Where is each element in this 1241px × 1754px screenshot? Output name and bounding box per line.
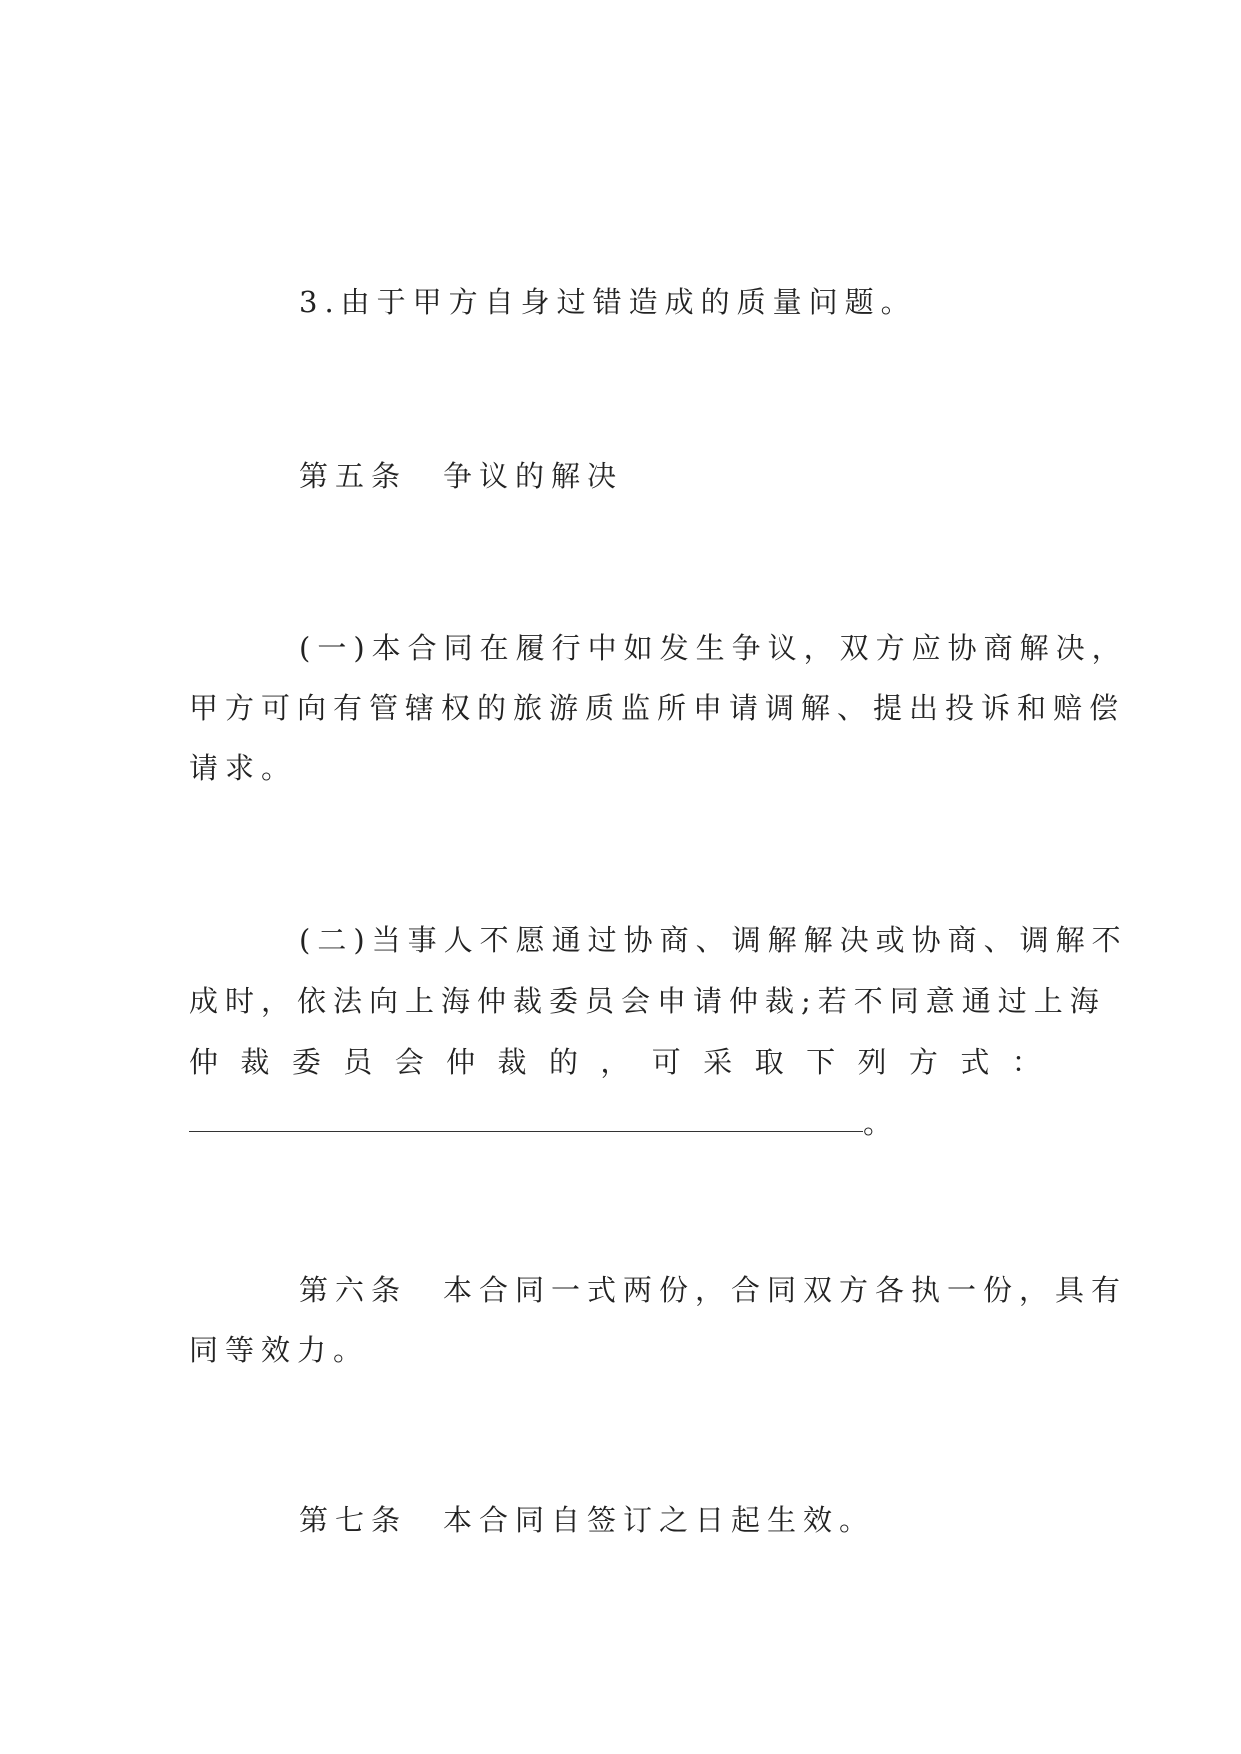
paragraph-1-line-3: 请求。 [189, 751, 298, 785]
paragraph-1-line-2: 甲方可向有管辖权的旅游质监所申请调解、提出投诉和赔偿 [189, 691, 1126, 725]
fill-in-blank-row [189, 1103, 893, 1143]
article-5-heading: 第五条 争议的解决 [299, 459, 624, 493]
char: 方 [908, 1045, 938, 1079]
char: 裁 [240, 1045, 270, 1079]
char: 采 [703, 1045, 733, 1079]
article-6-line-2: 同等效力。 [189, 1333, 370, 1367]
char: 仲 [446, 1045, 476, 1079]
paragraph-2-line-3 [189, 1042, 1041, 1082]
char: 仲 [189, 1045, 219, 1079]
fill-in-blank-line [189, 1131, 863, 1132]
char: 的 [548, 1045, 578, 1079]
article-7: 第七条 本合同自签订之日起生效。 [299, 1503, 876, 1537]
char: ： [1011, 1045, 1041, 1079]
char: 式 [960, 1045, 990, 1079]
char: 裁 [497, 1045, 527, 1079]
char: ， [600, 1045, 630, 1079]
char: 员 [343, 1045, 373, 1079]
article-6-line-1: 第六条 本合同一式两份，合同双方各执一份，具有 [299, 1273, 1128, 1307]
paragraph-2-line-2: 成时，依法向上海仲裁委员会申请仲裁;若不同意通过上海 [189, 984, 1106, 1018]
char: 委 [291, 1045, 321, 1079]
paragraph-2-line-1: (二)当事人不愿通过协商、调解解决或协商、调解不 [299, 923, 1128, 957]
char: 会 [394, 1045, 424, 1079]
clause-item-3: 3.由于甲方自身过错造成的质量问题。 [299, 285, 917, 319]
char: 取 [754, 1045, 784, 1079]
char: 列 [857, 1045, 887, 1079]
blank-end-period: 。 [863, 1106, 893, 1140]
paragraph-1-line-1: (一)本合同在履行中如发生争议，双方应协商解决， [299, 631, 1128, 665]
char: 下 [806, 1045, 836, 1079]
char: 可 [651, 1045, 681, 1079]
